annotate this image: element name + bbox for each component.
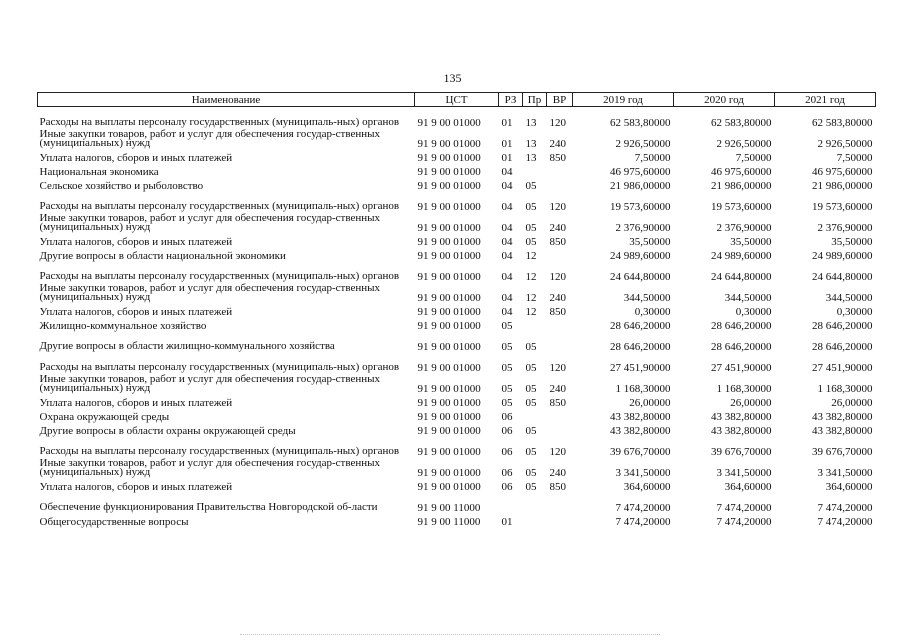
cell-cst: 91 9 00 01000 <box>417 291 481 304</box>
cell-cst: 91 9 00 01000 <box>417 137 481 150</box>
cell-rz: 06 <box>501 410 513 423</box>
cell-cst: 91 9 00 01000 <box>417 319 481 332</box>
cell-2021: 7 474,20000 <box>817 501 873 514</box>
cell-pr: 13 <box>525 151 537 164</box>
column-header-name: Наименование <box>38 93 415 107</box>
table-row <box>38 107 876 128</box>
cell-name: Сельское хозяйство и рыболовство <box>39 179 204 192</box>
cell-2019: 2 376,90000 <box>615 221 671 234</box>
cell-2019: 3 341,50000 <box>615 466 671 479</box>
cell-2019: 46 975,60000 <box>610 165 671 178</box>
cell-2021: 24 644,80000 <box>812 270 873 283</box>
cell-2021: 46 975,60000 <box>812 165 873 178</box>
column-header-rz: РЗ <box>499 93 523 107</box>
table-row <box>38 212 876 233</box>
cell-pr: 05 <box>525 200 537 213</box>
cell-pr: 12 <box>525 291 537 304</box>
cell-name: Иные закупки товаров, работ и услуг для обеспечения государ-ственных (муниципальных) нужд <box>39 372 381 394</box>
cell-rz: 01 <box>501 151 513 164</box>
cell-vr: 850 <box>549 151 566 164</box>
table-row <box>38 177 876 191</box>
cell-name: Уплата налогов, сборов и иных платежей <box>39 151 233 164</box>
cell-cst: 91 9 00 01000 <box>417 179 481 192</box>
table-row <box>38 149 876 163</box>
cell-vr: 120 <box>549 116 566 129</box>
cell-pr <box>523 513 547 527</box>
cell-2019: 28 646,20000 <box>610 319 671 332</box>
cell-2019: 0,30000 <box>634 305 671 318</box>
cell-cst: 91 9 00 11000 <box>417 501 481 514</box>
cell-2020: 1 168,30000 <box>716 382 772 395</box>
table-row <box>38 282 876 303</box>
cell-2019: 24 989,60000 <box>610 249 671 262</box>
cell-cst: 91 9 00 01000 <box>417 340 481 353</box>
cell-vr <box>547 177 573 191</box>
cell-rz: 06 <box>501 445 513 458</box>
cell-2020: 7,50000 <box>735 151 772 164</box>
cell-pr: 05 <box>525 235 537 248</box>
cell-2021: 26,00000 <box>831 396 873 409</box>
cell-2020: 21 986,00000 <box>711 179 772 192</box>
cell-cst: 91 9 00 01000 <box>417 249 481 262</box>
table-row <box>38 247 876 261</box>
cell-cst: 91 9 00 01000 <box>417 270 481 283</box>
cell-2021: 35,50000 <box>831 235 873 248</box>
cell-vr: 120 <box>549 270 566 283</box>
cell-name: Другие вопросы в области жилищно-коммунального хозяйства <box>39 340 335 352</box>
cell-vr: 850 <box>549 480 566 493</box>
cell-name: Уплата налогов, сборов и иных платежей <box>39 305 233 318</box>
cell-vr: 850 <box>549 235 566 248</box>
cell-2021: 39 676,70000 <box>812 445 873 458</box>
cell-2019: 43 382,80000 <box>610 410 671 423</box>
cell-pr: 05 <box>525 340 537 353</box>
cell-pr: 05 <box>525 424 537 437</box>
cell-pr: 13 <box>525 116 537 129</box>
cell-cst: 91 9 00 01000 <box>417 305 481 318</box>
table-row <box>38 394 876 408</box>
cell-2020: 46 975,60000 <box>711 165 772 178</box>
cell-vr: 240 <box>549 221 566 234</box>
cell-2021: 3 341,50000 <box>817 466 873 479</box>
cell-name: Жилищно-коммунальное хозяйство <box>39 319 207 332</box>
column-header-2021: 2021 год <box>775 93 876 107</box>
cell-name: Другие вопросы в области охраны окружающей среды <box>39 424 296 437</box>
cell-2019: 39 676,70000 <box>610 445 671 458</box>
table-row <box>38 163 876 177</box>
column-header-vr: ВР <box>547 93 573 107</box>
cell-2021: 344,50000 <box>825 291 873 304</box>
cell-2021: 1 168,30000 <box>817 382 873 395</box>
cell-vr: 240 <box>549 382 566 395</box>
cell-cst: 91 9 00 01000 <box>417 151 481 164</box>
table-row <box>38 261 876 282</box>
cell-name: Расходы на выплаты персоналу государственных (муниципаль-ных) органов <box>39 200 400 212</box>
cell-2019: 7,50000 <box>634 151 671 164</box>
table-row <box>38 513 876 527</box>
cell-pr: 12 <box>525 305 537 318</box>
cell-name: Уплата налогов, сборов и иных платежей <box>39 235 233 248</box>
table-row <box>38 352 876 373</box>
cell-rz: 01 <box>501 137 513 150</box>
cell-2021: 28 646,20000 <box>812 319 873 332</box>
cell-pr <box>523 317 547 331</box>
cell-rz: 04 <box>501 200 513 213</box>
cell-name: Уплата налогов, сборов и иных платежей <box>39 396 233 409</box>
cell-vr: 240 <box>549 466 566 479</box>
table-row <box>38 422 876 436</box>
cell-2020: 24 989,60000 <box>711 249 772 262</box>
cell-pr: 05 <box>525 396 537 409</box>
cell-vr: 850 <box>549 305 566 318</box>
cell-rz: 04 <box>501 305 513 318</box>
cell-rz: 04 <box>501 270 513 283</box>
cell-name: Иные закупки товаров, работ и услуг для обеспечения государ-ственных (муниципальных) нужд <box>39 127 381 149</box>
cell-vr: 240 <box>549 291 566 304</box>
cell-vr <box>547 317 573 331</box>
cell-2020: 27 451,90000 <box>711 361 772 374</box>
table-row <box>38 457 876 478</box>
cell-name: Иные закупки товаров, работ и услуг для обеспечения государ-ственных (муниципальных) нужд <box>39 281 381 303</box>
cell-pr: 05 <box>525 480 537 493</box>
cell-rz: 06 <box>501 480 513 493</box>
cell-2020: 24 644,80000 <box>711 270 772 283</box>
column-header-2019: 2019 год <box>573 93 674 107</box>
table-row <box>38 331 876 352</box>
cell-rz: 04 <box>501 249 513 262</box>
cell-cst: 91 9 00 01000 <box>417 165 481 178</box>
cell-2019: 7 474,20000 <box>615 515 671 528</box>
page-number: 135 <box>443 71 462 85</box>
cell-2020: 364,60000 <box>724 480 772 493</box>
column-header-cst: ЦСТ <box>415 93 499 107</box>
cell-rz: 05 <box>501 340 513 353</box>
table-header <box>38 93 876 107</box>
cell-rz: 04 <box>501 235 513 248</box>
cell-pr <box>523 492 547 513</box>
page-edge-dots <box>240 634 660 637</box>
cell-rz: 04 <box>501 221 513 234</box>
cell-2019: 26,00000 <box>629 396 671 409</box>
cell-2021: 43 382,80000 <box>812 410 873 423</box>
cell-cst: 91 9 00 01000 <box>417 396 481 409</box>
cell-2021: 21 986,00000 <box>812 179 873 192</box>
table-row <box>38 128 876 149</box>
cell-rz: 05 <box>501 319 513 332</box>
cell-vr <box>547 331 573 352</box>
cell-cst: 91 9 00 01000 <box>417 235 481 248</box>
cell-2019: 62 583,80000 <box>610 116 671 129</box>
cell-rz: 04 <box>501 179 513 192</box>
cell-2019: 2 926,50000 <box>615 137 671 150</box>
cell-2019: 1 168,30000 <box>615 382 671 395</box>
cell-vr: 120 <box>549 445 566 458</box>
cell-2020: 28 646,20000 <box>711 340 772 353</box>
cell-rz <box>499 492 523 513</box>
cell-cst: 91 9 00 01000 <box>417 480 481 493</box>
table-row <box>38 191 876 212</box>
table-row <box>38 317 876 331</box>
cell-2020: 26,00000 <box>730 396 772 409</box>
cell-cst: 91 9 00 01000 <box>417 200 481 213</box>
cell-pr: 13 <box>525 137 537 150</box>
cell-vr <box>547 422 573 436</box>
cell-vr: 120 <box>549 200 566 213</box>
cell-vr: 850 <box>549 396 566 409</box>
cell-2019: 21 986,00000 <box>610 179 671 192</box>
cell-2021: 2 376,90000 <box>817 221 873 234</box>
cell-name: Расходы на выплаты персоналу государственных (муниципаль-ных) органов <box>39 270 400 282</box>
cell-pr <box>523 163 547 177</box>
cell-2019: 28 646,20000 <box>610 340 671 353</box>
cell-2021: 7 474,20000 <box>817 515 873 528</box>
cell-pr: 05 <box>525 221 537 234</box>
cell-2021: 19 573,60000 <box>812 200 873 213</box>
cell-2020: 19 573,60000 <box>711 200 772 213</box>
cell-rz: 06 <box>501 466 513 479</box>
cell-name: Расходы на выплаты персоналу государственных (муниципаль-ных) органов <box>39 445 400 457</box>
cell-pr: 05 <box>525 466 537 479</box>
cell-rz: 04 <box>501 291 513 304</box>
cell-2019: 19 573,60000 <box>610 200 671 213</box>
cell-cst: 91 9 00 01000 <box>417 361 481 374</box>
table-row <box>38 233 876 247</box>
cell-2019: 27 451,90000 <box>610 361 671 374</box>
cell-2021: 0,30000 <box>836 305 873 318</box>
cell-name: Обеспечение функционирования Правительства Новгородской об-ласти <box>39 501 378 513</box>
cell-cst: 91 9 00 01000 <box>417 445 481 458</box>
cell-2019: 7 474,20000 <box>615 501 671 514</box>
table-row <box>38 478 876 492</box>
cell-rz: 05 <box>501 396 513 409</box>
cell-name: Иные закупки товаров, работ и услуг для обеспечения государ-ственных (муниципальных) нужд <box>39 456 381 478</box>
cell-2021: 364,60000 <box>825 480 873 493</box>
cell-cst: 91 9 00 01000 <box>417 466 481 479</box>
cell-vr <box>547 247 573 261</box>
cell-2021: 62 583,80000 <box>812 116 873 129</box>
cell-2019: 35,50000 <box>629 235 671 248</box>
table-row <box>38 373 876 394</box>
cell-rz: 06 <box>501 424 513 437</box>
cell-pr: 05 <box>525 445 537 458</box>
table-row <box>38 408 876 422</box>
cell-vr <box>547 513 573 527</box>
cell-rz: 04 <box>501 165 513 178</box>
cell-2020: 3 341,50000 <box>716 466 772 479</box>
cell-rz: 05 <box>501 361 513 374</box>
cell-2020: 344,50000 <box>724 291 772 304</box>
cell-cst: 91 9 00 01000 <box>417 382 481 395</box>
cell-vr: 120 <box>549 361 566 374</box>
cell-name: Охрана окружающей среды <box>39 410 170 423</box>
cell-cst: 91 9 00 11000 <box>417 515 481 528</box>
cell-2020: 28 646,20000 <box>711 319 772 332</box>
cell-2021: 7,50000 <box>836 151 873 164</box>
cell-pr: 12 <box>525 270 537 283</box>
cell-vr <box>547 408 573 422</box>
cell-2020: 43 382,80000 <box>711 424 772 437</box>
cell-vr <box>547 163 573 177</box>
table-row <box>38 436 876 457</box>
cell-2020: 2 376,90000 <box>716 221 772 234</box>
cell-2021: 43 382,80000 <box>812 424 873 437</box>
cell-2021: 28 646,20000 <box>812 340 873 353</box>
cell-2019: 344,50000 <box>623 291 671 304</box>
cell-2020: 39 676,70000 <box>711 445 772 458</box>
cell-rz: 01 <box>501 515 513 528</box>
cell-2019: 24 644,80000 <box>610 270 671 283</box>
cell-cst: 91 9 00 01000 <box>417 221 481 234</box>
cell-cst: 91 9 00 01000 <box>417 424 481 437</box>
cell-rz: 05 <box>501 382 513 395</box>
cell-name: Расходы на выплаты персоналу государственных (муниципаль-ных) органов <box>39 116 400 128</box>
cell-2021: 24 989,60000 <box>812 249 873 262</box>
cell-pr: 12 <box>525 249 537 262</box>
cell-name: Уплата налогов, сборов и иных платежей <box>39 480 233 493</box>
cell-2021: 2 926,50000 <box>817 137 873 150</box>
cell-vr: 240 <box>549 137 566 150</box>
cell-cst: 91 9 00 01000 <box>417 410 481 423</box>
table-row <box>38 303 876 317</box>
column-header-2020: 2020 год <box>674 93 775 107</box>
budget-table <box>37 92 876 527</box>
table-body <box>38 107 876 527</box>
column-header-pr: Пр <box>523 93 547 107</box>
table-row <box>38 492 876 513</box>
cell-name: Общегосударственные вопросы <box>39 515 189 528</box>
cell-2020: 0,30000 <box>735 305 772 318</box>
cell-2019: 43 382,80000 <box>610 424 671 437</box>
cell-2020: 43 382,80000 <box>711 410 772 423</box>
cell-name: Расходы на выплаты персоналу государственных (муниципаль-ных) органов <box>39 361 400 373</box>
cell-name: Иные закупки товаров, работ и услуг для обеспечения государ-ственных (муниципальных) нужд <box>39 211 381 233</box>
cell-name: Другие вопросы в области национальной экономики <box>39 249 286 262</box>
cell-2021: 27 451,90000 <box>812 361 873 374</box>
cell-2020: 7 474,20000 <box>716 515 772 528</box>
cell-2020: 62 583,80000 <box>711 116 772 129</box>
cell-rz: 01 <box>501 116 513 129</box>
cell-cst: 91 9 00 01000 <box>417 116 481 129</box>
cell-2020: 7 474,20000 <box>716 501 772 514</box>
cell-pr: 05 <box>525 179 537 192</box>
cell-pr: 05 <box>525 382 537 395</box>
cell-2019: 364,60000 <box>623 480 671 493</box>
cell-pr: 05 <box>525 361 537 374</box>
cell-2020: 2 926,50000 <box>716 137 772 150</box>
cell-2020: 35,50000 <box>730 235 772 248</box>
cell-pr <box>523 408 547 422</box>
cell-name: Национальная экономика <box>39 165 159 178</box>
cell-vr <box>547 492 573 513</box>
